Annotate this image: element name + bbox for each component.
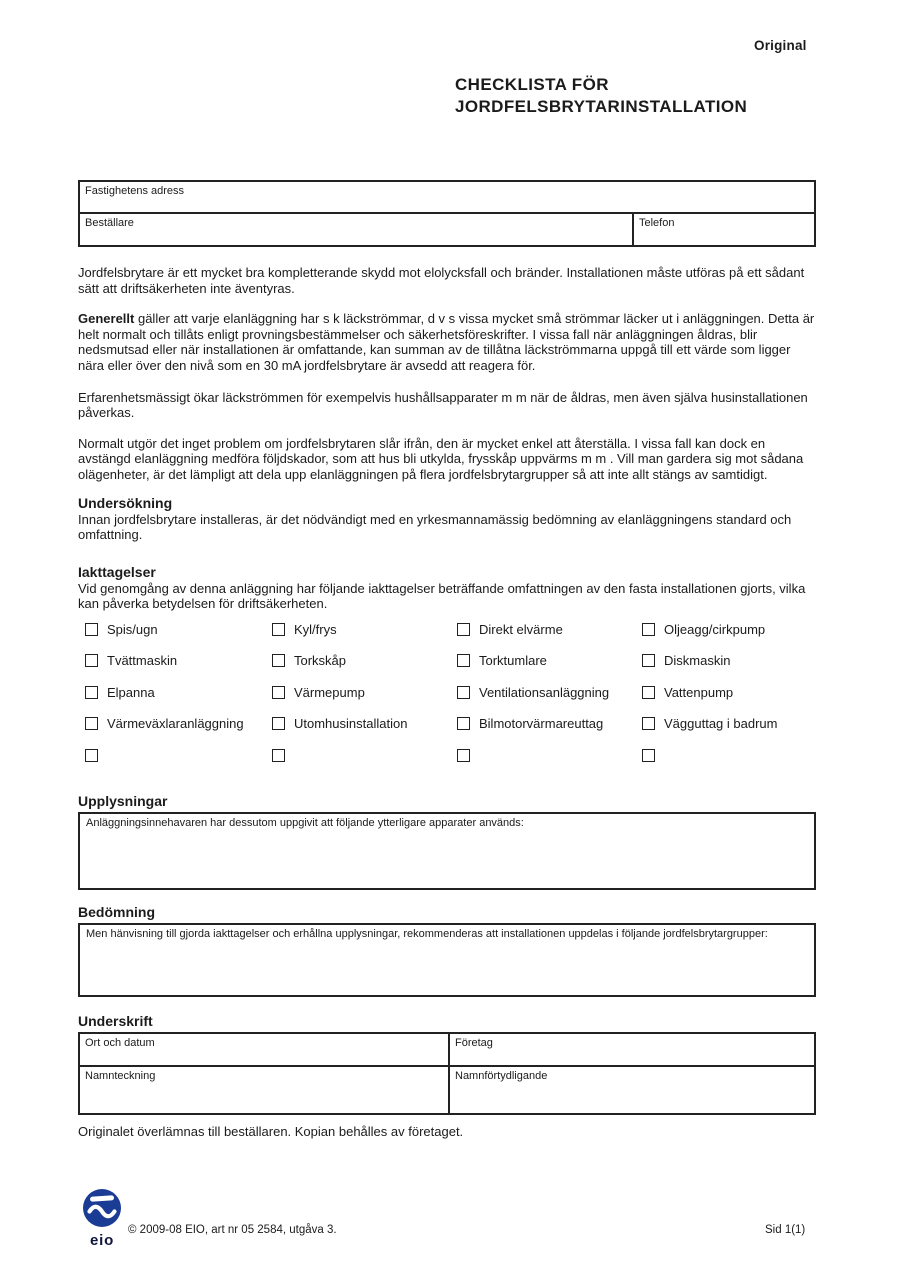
checkbox[interactable] (272, 717, 285, 730)
checkbox-label: Elpanna (107, 684, 155, 700)
checkbox[interactable] (85, 717, 98, 730)
checkbox-item-tvattmaskin (85, 653, 272, 685)
section-heading-iakttagelser: Iakttagelser (78, 563, 156, 580)
name-clarification-field-label: Namnförtydligande (455, 1070, 548, 1083)
bedomning-input-box[interactable] (78, 923, 816, 997)
copy-type-label: Original (754, 38, 807, 53)
checkbox-item-varmevaxlaranlaggning (85, 716, 272, 748)
property-info-table (78, 180, 816, 247)
checkbox-item-kyl-frys (272, 622, 457, 654)
checkbox[interactable] (85, 749, 98, 762)
checkbox-item-torktumlare (457, 653, 642, 685)
section-heading-bedomning: Bedömning (78, 904, 155, 921)
checkbox-item-ventilationsanlaggning (457, 685, 642, 717)
intro-paragraph-3: Erfarenhetsmässigt ökar läckströmmen för exempelvis hushållsapparater m m när de åldras, men även själva husinstallationen påverkas. (78, 389, 808, 421)
checkbox[interactable] (85, 686, 98, 699)
checkbox[interactable] (457, 623, 470, 636)
name-clarification-field[interactable] (450, 1067, 814, 1113)
checkbox-item-blank-2 (272, 748, 457, 780)
upplysningar-input-box[interactable] (78, 812, 816, 890)
orderer-field-label: Beställare (85, 217, 134, 229)
checkbox-item-spis-ugn (85, 622, 272, 654)
intro-paragraph-1: Jordfelsbrytare är ett mycket bra kompletterande skydd mot elolycksfall och bränder. Installationen måste utföras på ett sådant sätt att driftsäkerheten inte äventyras. (78, 265, 805, 296)
checkbox[interactable] (642, 686, 655, 699)
checkbox[interactable] (85, 654, 98, 667)
checkbox-label: Bilmotorvärmareuttag (479, 716, 604, 732)
company-field[interactable] (450, 1034, 814, 1065)
address-field[interactable] (80, 182, 814, 214)
checkbox-label: Kyl/frys (294, 621, 337, 637)
upplysningar-box-caption: Anläggningsinnehavaren har dessutom uppgivit att följande ytterligare apparater används: (86, 817, 524, 830)
eio-logo-icon (82, 1215, 122, 1232)
place-date-field-label: Ort och datum (85, 1037, 155, 1050)
checkbox-item-elpanna (85, 685, 272, 717)
checkbox[interactable] (642, 623, 655, 636)
intro-paragraph-2-lead: Generellt (78, 311, 135, 327)
checkbox-label: Torktumlare (479, 653, 547, 669)
footer-copyright: © 2009-08 EIO, art nr 05 2584, utgåva 3. (128, 1224, 337, 1236)
iakttagelser-text: Vid genomgång av denna anläggning har följande iakttagelser beträffande omfattningen av den fasta installationen gjorts, vilka kan påverka betydelsen för driftsäkerheten. (78, 580, 806, 612)
checkbox-item-direkt-elvarme (457, 622, 642, 654)
checkbox-item-blank-1 (85, 748, 272, 780)
checkbox[interactable] (457, 717, 470, 730)
checkbox[interactable] (272, 623, 285, 636)
checkbox[interactable] (85, 623, 98, 636)
eio-logo (80, 1188, 124, 1249)
checkbox[interactable] (642, 717, 655, 730)
signature-field-label: Namnteckning (85, 1070, 156, 1083)
orderer-field[interactable] (80, 214, 634, 245)
checkbox-item-bilmotorvarmareuttag (457, 716, 642, 748)
checkbox[interactable] (272, 686, 285, 699)
checkbox-label: Värmepump (294, 684, 365, 700)
checkbox-item-torkskap (272, 653, 457, 685)
checkbox[interactable] (272, 749, 285, 762)
document-body (78, 180, 816, 1140)
bedomning-box-caption: Men hänvisning till gjorda iakttagelser och erhållna upplysningar, rekommenderas att installationen uppdelas i följande jordfelsbrytargrupper: (86, 928, 768, 941)
distribution-note: Originalet överlämnas till beställaren. Kopian behålles av företaget. (78, 1124, 464, 1140)
checkbox-item-varmepump (272, 685, 457, 717)
intro-paragraph-2-rest: gäller att varje elanläggning har s k läckströmmar, d v s vissa mycket små strömmar läcker ut i anläggningen. Detta är helt normalt och tillåts enligt provningsbestämmelser och säkerhetsföreskrifter. I vissa fall när anläggningen åldras, blir nedsmutsad eller när installationen är omfattande, kan summan av de tillåtna läckströmmarna uppgå till ett värde som ligger nära eller över den nivå som en 30 mA jordfelsbrytare är avsedd att reagera för. (78, 311, 815, 373)
signature-field[interactable] (80, 1067, 450, 1113)
checkbox-label: Tvättmaskin (107, 653, 178, 669)
checkbox-item-blank-4 (642, 748, 816, 780)
phone-field-label: Telefon (639, 217, 675, 229)
checkbox-item-vagguttag-i-badrum (642, 716, 816, 748)
checkbox-label: Vägguttag i badrum (664, 716, 778, 732)
place-date-field[interactable] (80, 1034, 450, 1065)
checkbox[interactable] (272, 654, 285, 667)
checkbox-label: Direkt elvärme (479, 621, 563, 637)
checkbox-label: Värmeväxlaranläggning (107, 716, 244, 732)
checkbox-item-diskmaskin (642, 653, 816, 685)
checkbox-label: Diskmaskin (664, 653, 731, 669)
checkbox[interactable] (642, 654, 655, 667)
intro-paragraph-4: Normalt utgör det inget problem om jordfelsbrytaren slår ifrån, den är mycket enkel att återställa. I vissa fall kan dock en avstängd elanläggning medföra följdskador, som att hus bli utkylda, frysskåp uppvärms m m . Vill man gardera sig mot sådana olägenheter, är det lämpligt att dela upp elanläggningen på flera jordfelsbrytargrupper så att inte allt stängs av samtidigt. (78, 435, 804, 482)
signature-table-row1 (80, 1034, 814, 1067)
checkbox[interactable] (642, 749, 655, 762)
checkbox-label: Vattenpump (664, 684, 734, 700)
checkbox-label: Torkskåp (294, 653, 347, 669)
checkbox[interactable] (457, 749, 470, 762)
eio-logo-wordmark: eio (89, 1232, 115, 1249)
page-title (455, 74, 747, 118)
observation-checkbox-grid (78, 622, 816, 780)
info-table-row2 (80, 214, 814, 245)
signature-table-row2 (80, 1067, 814, 1113)
checkbox-label: Spis/ugn (107, 621, 158, 637)
section-heading-undersokning: Undersökning (78, 494, 173, 511)
company-field-label: Företag (455, 1037, 493, 1050)
checkbox-label: Ventilationsanläggning (479, 684, 610, 700)
phone-field[interactable] (634, 214, 814, 245)
signature-table (78, 1032, 816, 1115)
checkbox[interactable] (457, 686, 470, 699)
checkbox[interactable] (457, 654, 470, 667)
page-title-line1: CHECKLISTA FÖR (455, 75, 609, 94)
footer-page-number: Sid 1(1) (765, 1224, 806, 1236)
address-field-label: Fastighetens adress (85, 185, 185, 197)
checkbox-label: Utomhusinstallation (294, 716, 408, 732)
checkbox-item-oljeagg-cirkpump (642, 622, 816, 654)
checkbox-item-blank-3 (457, 748, 642, 780)
checkbox-item-utomhusinstallation (272, 716, 457, 748)
undersokning-text: Innan jordfelsbrytare installeras, är det nödvändigt med en yrkesmannamässig bedömning av elanläggningens standard och omfattning. (78, 511, 792, 543)
section-heading-upplysningar: Upplysningar (78, 793, 168, 810)
page-title-line2: JORDFELSBRYTARINSTALLATION (455, 97, 748, 116)
checkbox-label: Oljeagg/cirkpump (664, 621, 766, 637)
section-heading-underskrift: Underskrift (78, 1013, 153, 1030)
checkbox-item-vattenpump (642, 685, 816, 717)
intro-paragraph-2 (78, 311, 816, 373)
